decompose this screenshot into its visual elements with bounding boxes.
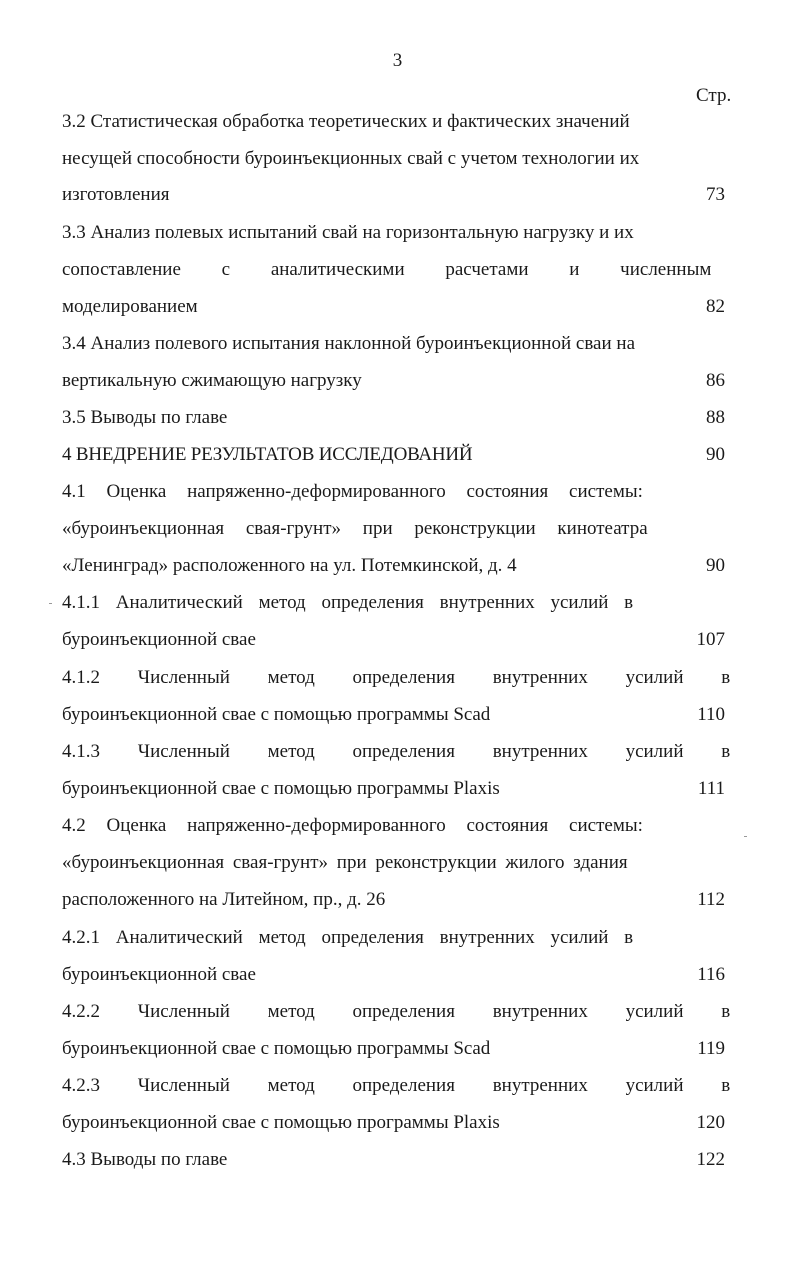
pages-column-label: Стр. [696,85,732,106]
toc-line: 4.2.3 Численный метод определения внутренних усилий в [62,1075,731,1096]
toc-page-number: 73 [706,184,725,205]
toc-line: 4.2.1 Аналитический метод определения внутренних усилий в [62,927,634,948]
toc-page-number: 90 [706,444,725,465]
toc-line: буроинъекционной свае с помощью программы Scad [62,704,491,725]
toc-line: моделированием [62,296,198,317]
toc-page-number: 119 [697,1038,725,1059]
toc-page-number: 90 [706,555,725,576]
toc-line: сопоставление с аналитическими расчетами и численным [62,259,712,280]
scan-speck [744,836,747,837]
toc-line: 4.2 Оценка напряженно-деформированного состояния системы: [62,815,643,836]
page-number: 3 [392,50,403,71]
toc-line: 4.1.1 Аналитический метод определения внутренних усилий в [62,592,634,613]
toc-page-number: 110 [697,704,725,725]
toc-line: 3.4 Анализ полевого испытания наклонной буроинъекционной сваи на [62,333,635,354]
toc-line: 3.2 Статистическая обработка теоретических и фактических значений [62,111,630,132]
toc-line: 4.1.3 Численный метод определения внутренних усилий в [62,741,731,762]
toc-line: «буроинъекционная свая-грунт» при реконструкции кинотеатра [62,518,648,539]
toc-page-number: 82 [706,296,725,317]
toc-line: изготовления [62,184,170,205]
toc-page-number: 112 [697,889,725,910]
toc-page-number: 120 [696,1112,725,1133]
toc-line: 3.5 Выводы по главе [62,407,228,428]
toc-line: 4.1 Оценка напряженно-деформированного состояния системы: [62,481,643,502]
toc-page-number: 86 [706,370,725,391]
toc-line: несущей способности буроинъекционных свай с учетом технологии их [62,148,640,169]
toc-line: 4.1.2 Численный метод определения внутренних усилий в [62,667,731,688]
toc-line: буроинъекционной свае с помощью программы Plaxis [62,778,500,799]
toc-page-number: 116 [697,964,725,985]
toc-line: 4.2.2 Численный метод определения внутренних усилий в [62,1001,731,1022]
toc-page-number: 88 [706,407,725,428]
toc-line: буроинъекционной свае [62,629,256,650]
toc-line: 3.3 Анализ полевых испытаний свай на горизонтальную нагрузку и их [62,222,634,243]
toc-line: «Ленинград» расположенного на ул. Потемкинской, д. 4 [62,555,517,576]
scan-speck [49,603,52,604]
toc-line: 4.3 Выводы по главе [62,1149,228,1170]
toc-line: расположенного на Литейном, пр., д. 26 [62,889,386,910]
toc-line: буроинъекционной свае [62,964,256,985]
toc-page-number: 122 [696,1149,725,1170]
toc-line: буроинъекционной свае с помощью программы Scad [62,1038,491,1059]
toc-page-number: 107 [696,629,725,650]
toc-chapter-heading: 4 ВНЕДРЕНИЕ РЕЗУЛЬТАТОВ ИССЛЕДОВАНИЙ [62,444,473,465]
toc-line: вертикальную сжимающую нагрузку [62,370,362,391]
toc-line: «буроинъекционная свая-грунт» при реконструкции жилого здания [62,852,628,873]
toc-line: буроинъекционной свае с помощью программы Plaxis [62,1112,500,1133]
toc-page-number: 111 [697,778,725,799]
